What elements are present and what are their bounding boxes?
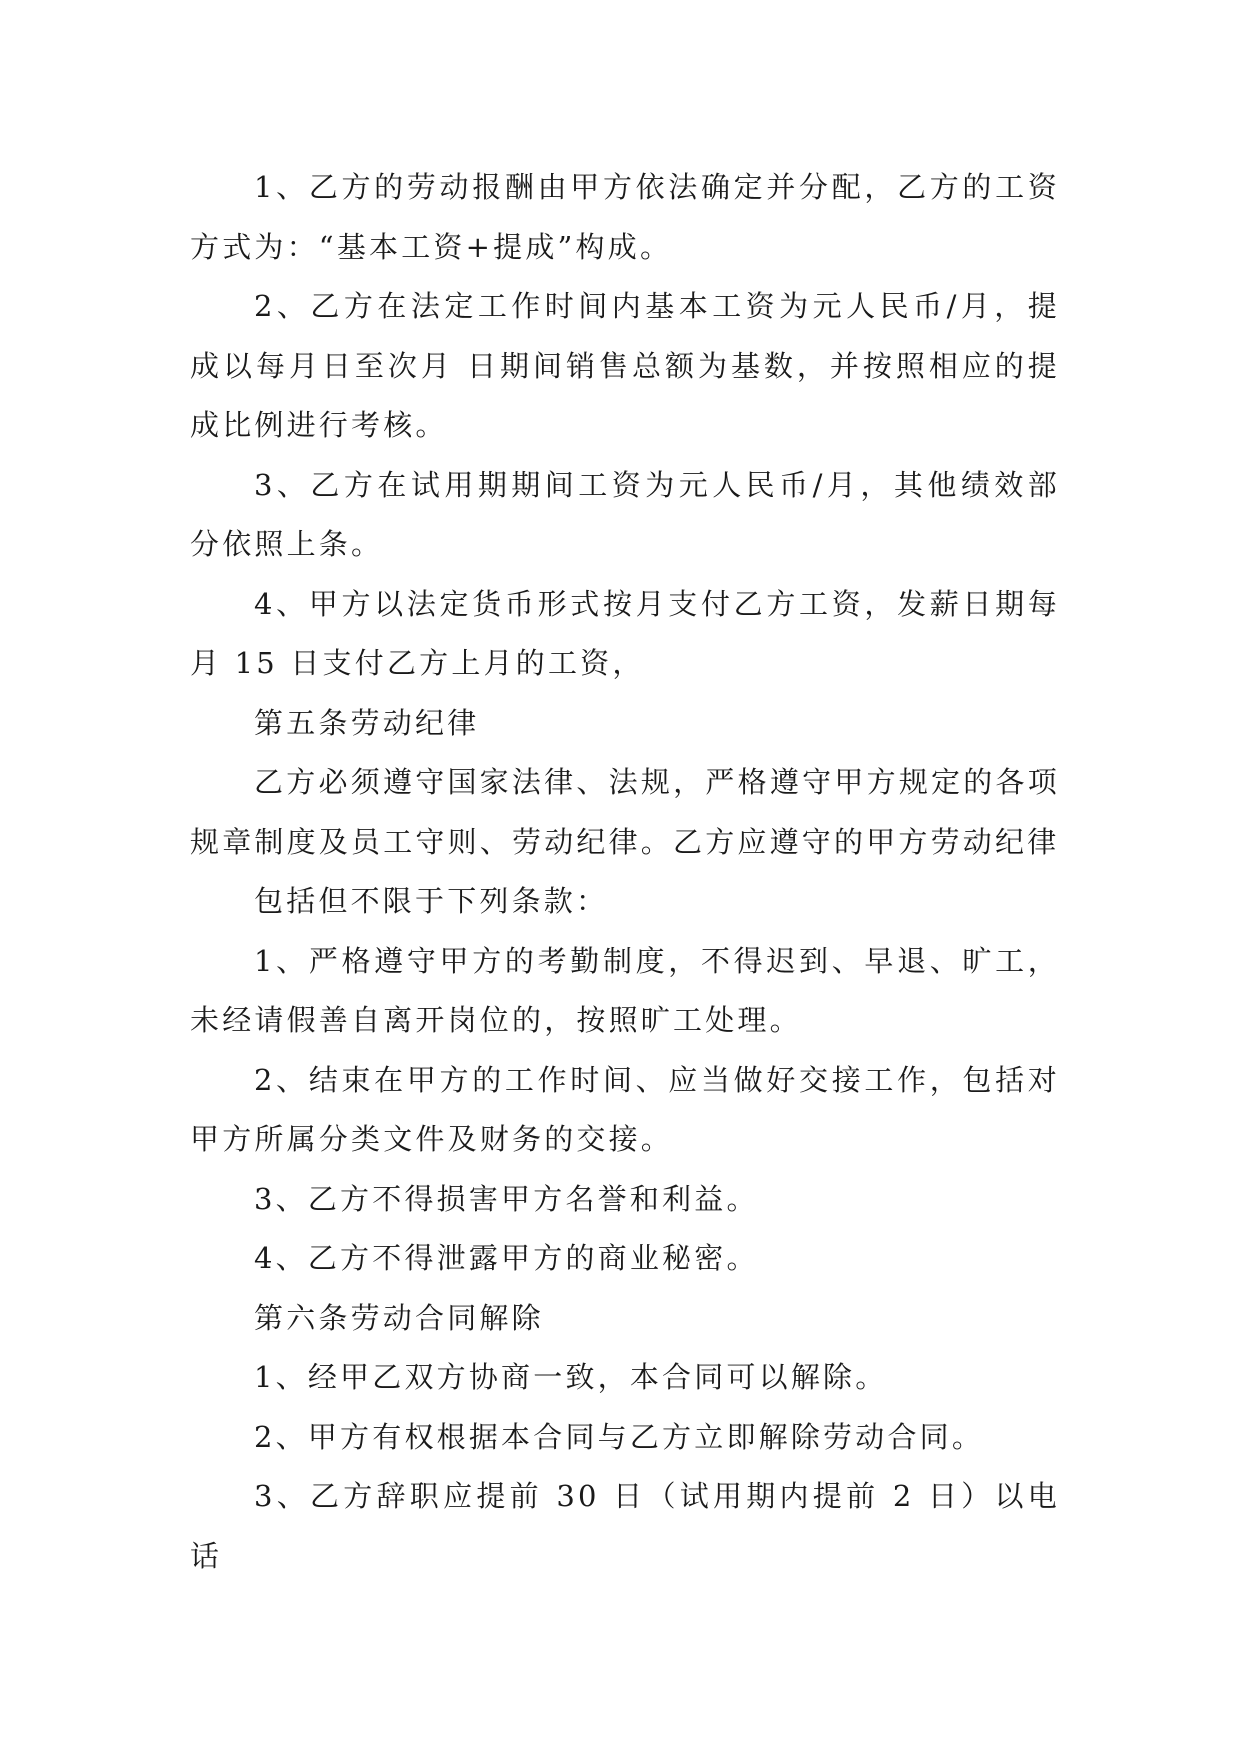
section-heading-labor-discipline: 第五条劳动纪律 <box>254 705 480 740</box>
paragraph-discipline-3: 3、乙方不得损害甲方名誉和利益。 <box>254 1181 759 1216</box>
paragraph-termination-1: 1、经甲乙双方协商一致，本合同可以解除。 <box>254 1360 888 1394</box>
paragraph-wage-1: 1、乙方的劳动报酬由甲方依法确定并分配，乙方的工资方式为：“基本工资+提成”构成。 <box>190 170 1060 264</box>
paragraph-discipline-4: 4、乙方不得泄露甲方的商业秘密。 <box>254 1241 759 1275</box>
section-heading-contract-termination: 第六条劳动合同解除 <box>254 1300 544 1335</box>
paragraph-discipline-scope: 包括但不限于下列条款： <box>254 884 609 918</box>
document-body <box>190 158 1060 1586</box>
paragraph-discipline-intro: 乙方必须遵守国家法律、法规，严格遵守甲方规定的各项规章制度及员工守则、劳动纪律。乙方应遵守的甲方劳动纪律 <box>190 765 1060 859</box>
paragraph-discipline-1: 1、严格遵守甲方的考勤制度，不得迟到、早退、旷工，未经请假善自离开岗位的，按照旷工处理。 <box>190 943 1060 1037</box>
paragraph-wage-4: 4、甲方以法定货币形式按月支付乙方工资，发薪日期每月 15 日支付乙方上月的工资， <box>190 586 1060 680</box>
paragraph-termination-3: 3、乙方辞职应提前 30 日（试用期内提前 2 日）以电话 <box>190 1479 1060 1573</box>
paragraph-wage-2: 2、乙方在法定工作时间内基本工资为元人民币/月，提成以每月日至次月 日期间销售总额为基数，并按照相应的提成比例进行考核。 <box>190 289 1060 442</box>
paragraph-discipline-2: 2、结束在甲方的工作时间、应当做好交接工作，包括对甲方所属分类文件及财务的交接。 <box>190 1062 1060 1156</box>
paragraph-wage-3: 3、乙方在试用期期间工资为元人民币/月，其他绩效部分依照上条。 <box>190 467 1060 561</box>
paragraph-termination-2: 2、甲方有权根据本合同与乙方立即解除劳动合同。 <box>254 1419 985 1454</box>
